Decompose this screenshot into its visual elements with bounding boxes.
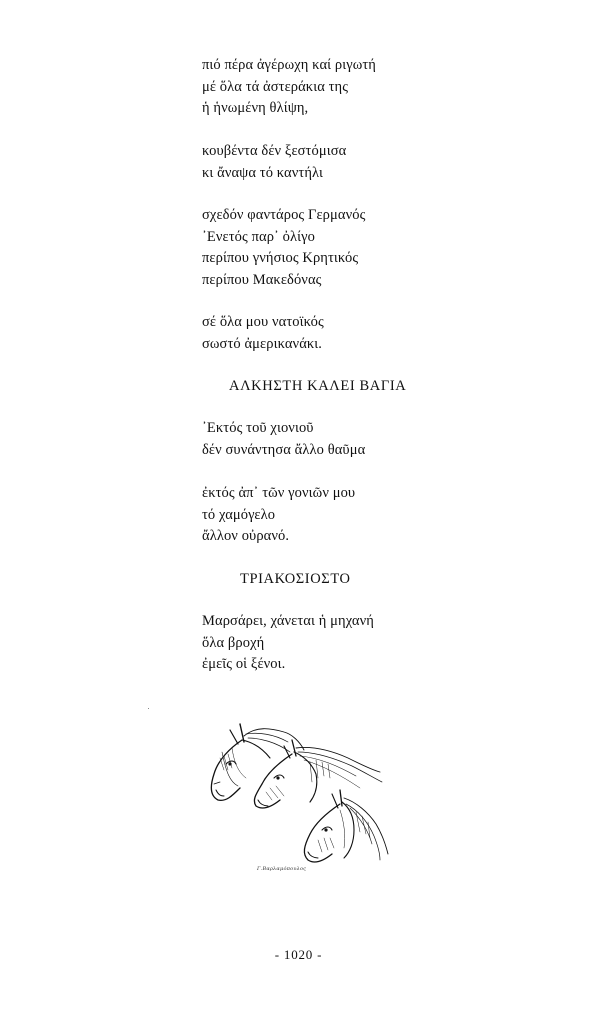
stanza — [202, 55, 376, 120]
verse-line: τό χαμόγελο — [202, 506, 276, 523]
stanza — [202, 312, 324, 355]
stanza — [202, 141, 346, 184]
horses-illustration — [200, 712, 400, 882]
verse-line: Μαρσάρει, χάνεται ἡ μηχανή — [202, 613, 374, 629]
stanza — [202, 611, 374, 676]
stanza — [202, 483, 355, 548]
verse-line: ᾿Εκτός τοῦ χιονιοῦ — [202, 420, 314, 436]
verse-line: δέν συνάντησα ἄλλο θαῦμα — [202, 441, 366, 458]
verse-line: μέ ὅλα τά ἀστεράκια της — [202, 78, 349, 95]
verse-line: ἡ ἡνωμένη θλίψη, — [202, 100, 309, 116]
horse-head-right — [304, 790, 388, 862]
page-number: - 1020 - — [274, 947, 323, 962]
verse-line: περίπου γνήσιος Κρητικός — [202, 250, 359, 266]
stanza — [202, 205, 365, 291]
verse-line: σωστό ἀμερικανάκι. — [202, 335, 323, 352]
paper-speck — [148, 708, 149, 709]
horse-head-middle — [254, 740, 382, 808]
verse-line: πιό πέρα ἀγέρωχη καί ριγωτή — [202, 57, 376, 73]
stanza — [202, 418, 365, 461]
artist-signature: Γ.Βαρλαμόπουλος — [257, 866, 307, 872]
verse-line: ἄλλον οὐρανό. — [202, 528, 290, 544]
verse-line: κι ἄναψα τό καντήλι — [202, 164, 323, 181]
verse-line: περίπου Μακεδόνας — [202, 271, 322, 288]
poem-title: ΑΛΚΗΣΤΗ ΚΑΛΕΙ ΒΑΓΙΑ — [229, 378, 407, 394]
verse-line: σέ ὅλα μου νατοϊκός — [202, 314, 324, 330]
verse-line: κουβέντα δέν ξεστόμισα — [202, 143, 347, 159]
verse-line: ᾿Ενετός παρ᾿ ὀλίγο — [202, 228, 316, 245]
verse-line: ἐμεῖς οἱ ξένοι. — [202, 656, 286, 672]
verse-line: ἐκτός ἀπ᾿ τῶν γονιῶν μου — [202, 485, 356, 501]
verse-line: ὅλα βροχή — [202, 634, 265, 651]
verse-line: σχεδόν φαντάρος Γερμανός — [202, 207, 366, 223]
poem-title: ΤΡΙΑΚΟΣΙΟΣΤΟ — [240, 571, 351, 587]
horse-head-left — [211, 724, 304, 800]
